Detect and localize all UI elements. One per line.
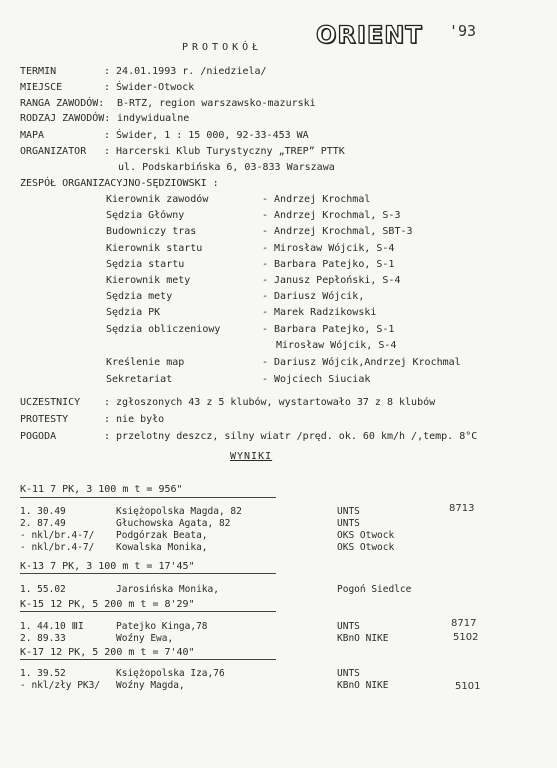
category-underline <box>20 573 276 574</box>
result-club: OKS Otwock <box>337 530 395 541</box>
results-title: WYNIKI <box>230 451 273 462</box>
committee-person: Mirosław Wójcik, S-4 <box>276 340 397 351</box>
info-value-rodzaj: indywidualne <box>117 113 190 124</box>
committee-role: Budowniczy tras <box>106 226 197 237</box>
result-number: 8717 <box>451 618 477 629</box>
committee-person: - Andrzej Krochmal, S-3 <box>262 210 401 221</box>
result-number: 5102 <box>453 632 479 643</box>
orient-logo: ORIENT <box>316 21 423 49</box>
result-club: OKS Otwock <box>337 542 395 553</box>
info-label-ranga: RANGA ZAWODÓW: <box>20 98 105 109</box>
committee-role: Kierownik mety <box>106 275 191 286</box>
committee-role: Sędzia obliczeniowy <box>106 324 221 335</box>
summary-label-pogoda: POGODA <box>20 431 57 442</box>
info-value-termin: : 24.01.1993 r. /niedziela/ <box>104 66 267 77</box>
result-club: UNTS <box>337 518 360 529</box>
result-name: Głuchowska Agata, 82 <box>116 518 231 529</box>
committee-role: Sędzia Główny <box>106 210 185 221</box>
category-underline <box>20 611 276 612</box>
summary-value-uczestnicy: : zgłoszonych 43 z 5 klubów, wystartowało 37 z 8 klubów <box>104 397 436 408</box>
info-value-organizator: : Harcerski Klub Turystyczny „TREP” PTTK <box>104 146 345 157</box>
committee-person: - Andrzej Krochmal <box>262 194 371 205</box>
category-header: K-13 7 PK, 3 100 m t = 17'45" <box>20 561 195 572</box>
category-header: K-17 12 PK, 5 200 m t = 7'40" <box>20 647 195 658</box>
committee-role: Kierownik zawodów <box>106 194 209 205</box>
committee-person: - Dariusz Wójcik, <box>262 291 365 302</box>
committee-role: Sędzia mety <box>106 291 173 302</box>
result-name: Jarosińska Monika, <box>116 584 219 595</box>
result-place: 1. 30.49 <box>20 506 66 517</box>
result-place: 2. 87.49 <box>20 518 66 529</box>
info-label-termin: TERMIN <box>20 66 57 77</box>
info-value-ranga: B-RTZ, region warszawsko-mazurski <box>117 98 316 109</box>
summary-value-protesty: : nie było <box>104 414 165 425</box>
info-label-mapa: MAPA <box>20 130 45 141</box>
committee-person: - Andrzej Krochmal, SBT-3 <box>262 226 413 237</box>
category-underline <box>20 497 276 498</box>
info-label-rodzaj: RODZAJ ZAWODÓW: <box>20 113 111 124</box>
result-club: UNTS <box>337 506 360 517</box>
result-number: 8713 <box>449 503 475 514</box>
committee-person: - Barbara Patejko, S-1 <box>262 324 395 335</box>
result-number: 5101 <box>455 681 481 692</box>
committee-person: - Wojciech Siuciak <box>262 374 371 385</box>
result-name: Woźny Magda, <box>116 680 185 691</box>
committee-role: Sędzia PK <box>106 307 161 318</box>
orient-year: '93 <box>449 22 477 40</box>
category-header: K-11 7 PK, 3 100 m t = 956" <box>20 484 183 495</box>
committee-role: Kreślenie map <box>106 357 185 368</box>
committee-person: - Mirosław Wójcik, S-4 <box>262 243 395 254</box>
result-name: Patejko Kinga,78 <box>116 621 208 632</box>
category-underline <box>20 659 276 660</box>
result-place: - nkl/br.4-7/ <box>20 530 95 541</box>
organizer-address: ul. Podskarbińska 6, 03-833 Warszawa <box>118 162 335 173</box>
committee-title: ZESPÓŁ ORGANIZACYJNO-SĘDZIOWSKI : <box>20 178 219 189</box>
result-club: Pogoń Siedlce <box>337 584 412 595</box>
summary-label-protesty: PROTESTY <box>20 414 69 425</box>
committee-person: - Marek Radzikowski <box>262 307 377 318</box>
result-place: 1. 55.02 <box>20 584 66 595</box>
result-place: 2. 89.33 <box>20 633 66 644</box>
info-value-miejsce: : Świder-Otwock <box>104 82 195 93</box>
committee-role: Sędzia startu <box>106 259 185 270</box>
summary-label-uczestnicy: UCZESTNICY <box>20 397 81 408</box>
committee-role: Kierownik startu <box>106 243 203 254</box>
result-club: UNTS <box>337 621 360 632</box>
result-name: Woźny Ewa, <box>116 633 174 644</box>
committee-person: - Janusz Pepłoński, S-4 <box>262 275 401 286</box>
protocol-title: PROTOKÓŁ <box>182 42 263 53</box>
info-value-mapa: : Świder, 1 : 15 000, 92-33-453 WA <box>104 130 309 141</box>
result-place: 1. 39.52 <box>20 668 66 679</box>
summary-value-pogoda: : przelotny deszcz, silny wiatr /pręd. ok. 60 km/h /,temp. 8°C <box>104 431 478 442</box>
result-name: Kowalska Monika, <box>116 542 208 553</box>
committee-person: - Dariusz Wójcik,Andrzej Krochmal <box>262 357 461 368</box>
info-label-miejsce: MIEJSCE <box>20 82 63 93</box>
result-name: Podgórzak Beata, <box>116 530 208 541</box>
result-name: Księżopolska Magda, 82 <box>116 506 242 517</box>
info-label-organizator: ORGANIZATOR <box>20 146 87 157</box>
committee-person: - Barbara Patejko, S-1 <box>262 259 395 270</box>
category-header: K-15 12 PK, 5 200 m t = 8'29" <box>20 599 195 610</box>
result-name: Księżopolska Iza,76 <box>116 668 225 679</box>
result-place: - nkl/br.4-7/ <box>20 542 95 553</box>
result-club: KBnO NIKE <box>337 680 389 691</box>
result-club: KBnO NIKE <box>337 633 389 644</box>
result-place: 1. 44.10 ⅢI <box>20 621 84 632</box>
result-place: - nkl/zły PK3/ <box>20 680 101 691</box>
committee-role: Sekretariat <box>106 374 173 385</box>
result-club: UNTS <box>337 668 360 679</box>
